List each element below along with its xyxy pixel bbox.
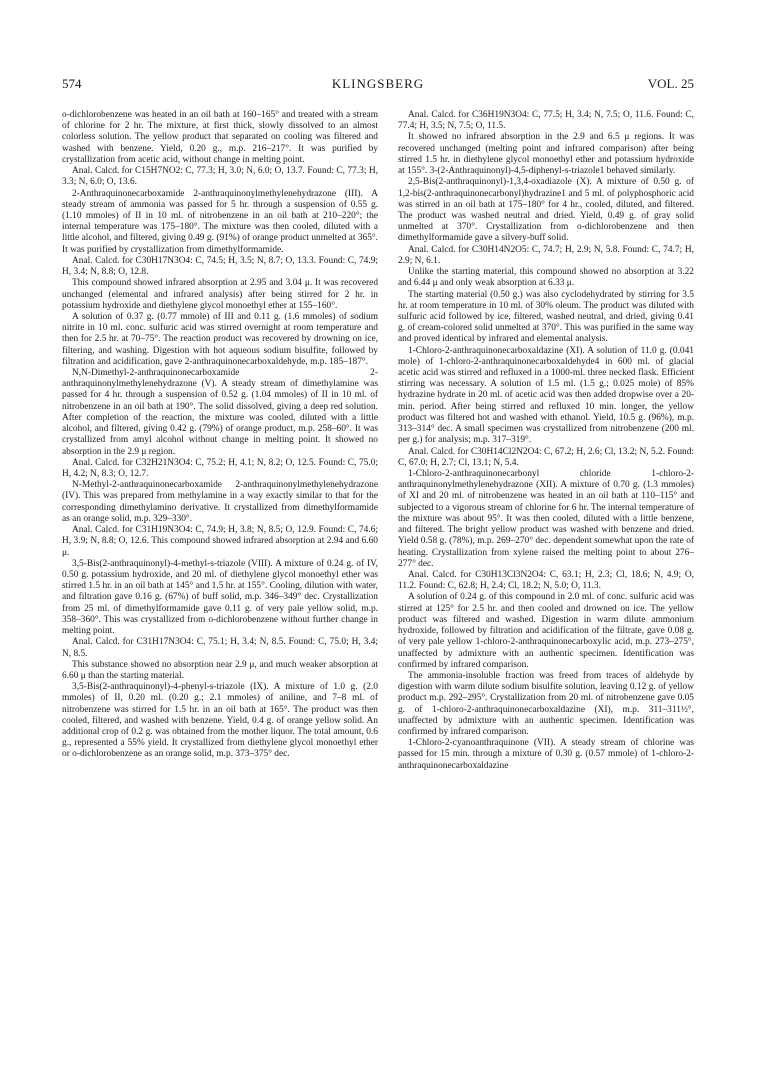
paragraph: It showed no infrared absorption in the 2.9 and 6.5 μ regions. It was recovered unchanged (melting point and infrared comparison) after being stirred 1.5 hr. in diethylene glycol monoethyl ether and potassium hydroxide at 155°. 3-(2-Anthraquinonyl)-4,5-diphenyl-s-triazole1 behaved similarly. [398, 132, 694, 177]
paragraph: This substance showed no absorption near 2.9 μ, and much weaker absorption at 6.60 μ than the starting material. [62, 659, 378, 681]
paragraph: Anal. Calcd. for C32H21N3O4: C, 75.2; H, 4.1; N, 8.2; O, 12.5. Found: C, 75.0; H, 4.2; N, 8.3; O, 12.7. [62, 457, 378, 479]
paragraph: Anal. Calcd. for C31H19N3O4: C, 74.9; H, 3.8; N, 8.5; O, 12.9. Found: C, 74.6; H, 3.9; N, 8.8; O, 12.6. This compound showed infrared absorption at 2.94 and 6.60 μ. [62, 525, 378, 558]
paragraph: 3,5-Bis(2-anthraquinonyl)-4-phenyl-s-triazole (IX). A mixture of 1.0 g. (2.0 mmoles) of II, 0.20 ml. (0.20 g.; 2.1 mmoles) of aniline, and 7–8 ml. of nitrobenzene was stirred for 1.5 hr. in an oil bath at 165°. The product was then cooled, filtered, and washed with benzene. Yield, 0.4 g. of orange yellow solid. An additional crop of 0.2 g. was obtained from the mother liquor. The total amount, 0.6 g., represented a 55% yield. It crystallized from diethylene glycol monoethyl ether or o-dichlorobenzene as an orange solid, m.p. 373–375° dec. [62, 682, 378, 760]
volume-label: VOL. 25 [647, 76, 694, 91]
paragraph: N,N-Dimethyl-2-anthraquinonecarboxamide 2-anthraquinonylmethylenehydrazone (V). A steady stream of dimethylamine was passed for 4 hr. through a suspension of 0.52 g. (1.04 mmoles) of II in 10 ml. of nitrobenzene in an oil bath at 190°. The solid dissolved, giving a deep red solution. After completion of the reaction, the mixture was cooled, diluted with a little alcohol, and filtered, giving 0.42 g. (79%) of orange product, m.p. 258–60°. It was crystallized from amyl alcohol without change in melting point. It showed no absorption in the 2.9 μ region. [62, 368, 378, 457]
paragraph: Anal. Calcd. for C30H13Cl3N2O4: C, 63.1; H, 2.3; Cl, 18.6; N, 4.9; O, 11.2. Found: C, 62.8; H, 2.4; Cl, 18.2; N, 5.0; O, 11.3. [398, 569, 694, 592]
paragraph: 1-Chloro-2-anthraquinonecarbonyl chloride 1-chloro-2-anthraquinonylmethylenehydrazone (XII). A mixture of 0.70 g. (1.3 mmoles) of XI and 20 ml. of nitrobenzene was heated in an oil bath at 110–115° and subjected to a vigorous stream of chlorine for 6 hr. The internal temperature of the mixture was about 95°. It was then cooled, diluted with a little benzene, and filtered. The bright yellow product was washed with benzene and dried. Yield 0.58 g. (78%), m.p. 269–270° dec. dependent somewhat upon the rate of heating. Crystallization from xylene raised the melting point to about 276–277° dec. [398, 469, 694, 569]
right-column [398, 110, 694, 1050]
paragraph: Anal. Calcd. for C30H17N3O4: C, 74.5; H, 3.5; N, 8.7; O, 13.3. Found: C, 74.9; H, 3.4; N, 8.8; O, 12.8. [62, 255, 378, 278]
paragraph: The ammonia-insoluble fraction was freed from traces of aldehyde by digestion with warm dilute sodium bisulfite solution, leaving 0.12 g. of yellow product m.p. 292–295°. Crystallization from 20 ml. of nitrobenzene gave 0.05 g. of 1-chloro-2-anthraquinonecarboxaldazine (XI), m.p. 311–311½°, unaffected by admixture with an authentic specimen. Identification was confirmed by infrared comparison. [398, 670, 694, 738]
paragraph: 1-Chloro-2-cyanoanthraquinone (VII). A steady stream of chlorine was passed for 15 min. through a mixture of 0.30 g. (0.57 mmole) of 1-chloro-2-anthraquinonecarboxaldazine [398, 738, 694, 771]
paragraph: A solution of 0.37 g. (0.77 mmole) of III and 0.11 g. (1.6 mmoles) of sodium nitrite in 10 ml. conc. sulfuric acid was stirred overnight at room temperature and then for 2.5 hr. at 70–75°. The reaction product was recovered by drowning on ice, filtering, and washing. Digestion with hot aqueous sodium bisulfite, followed by filtration and acidification, gave 2-anthraquinonecarboxaldehyde, m.p. 185–187°. [62, 311, 378, 367]
paragraph: Unlike the starting material, this compound showed no absorption at 3.22 and 6.44 μ and only weak absorption at 6.33 μ. [398, 267, 694, 289]
running-header [62, 76, 694, 94]
paragraph: 3,5-Bis(2-anthraquinonyl)-4-methyl-s-triazole (VIII). A mixture of 0.24 g. of IV, 0.50 g. potassium hydroxide, and 20 ml. of diethylene glycol monoethyl ether was stirred 1.5 hr. in an oil bath at 145° and 1.5 hr. at 155°. Cooling, dilution with water, and filtration gave 0.16 g. (67%) of buff solid, m.p. 346–349° dec. Crystallization from 25 ml. of dimethylformamide gave 0.11 g. of very pale yellow solid, m.p. 358–360°. This was crystallized from o-dichlorobenzene without further change in melting point. [62, 558, 378, 637]
paragraph: Anal. Calcd. for C30H14Cl2N2O4: C, 67.2; H, 2.6; Cl, 13.2; N, 5.2. Found: C, 67.0; H, 2.7; Cl, 13.1; N, 5.4. [398, 446, 694, 468]
paragraph: N-Methyl-2-anthraquinonecarboxamide 2-anthraquinonylmethylenehydrazone (IV). This was prepared from methylamine in a way exactly similar to that for the corresponding dimethylamino derivative. It crystallized from dimethylformamide as an orange solid, m.p. 329–330°. [62, 480, 378, 524]
paragraph: Anal. Calcd. for C31H17N3O4: C, 75.1; H, 3.4; N, 8.5. Found: C, 75.0; H, 3.4; N, 8.5. [62, 637, 378, 659]
page-number: 574 [62, 76, 82, 91]
paragraph: 2-Anthraquinonecarboxamide 2-anthraquinonylmethylenehydrazone (III). A steady stream of ammonia was passed for 5 hr. through a suspension of 0.55 g. (1.10 mmoles) of II in 10 ml. of nitrobenzene in an oil bath at 210–220°; the internal temperature was 175–180°. The mixture was then cooled, diluted with a little alcohol, and filtered, giving 0.49 g. (91%) of orange product unmelted at 365°. It was purified by crystallization from dimethylformamide. [62, 188, 378, 255]
paragraph: o-dichlorobenzene was heated in an oil bath at 160–165° and treated with a stream of chlorine for 2 hr. The mixture, at first thick, slowly dissolved to an almost colorless solution. The yellow product that separated on cooling was filtered and washed with benzene. Yield, 0.20 g., m.p. 216–217°. It was purified by crystallization from acetic acid, without change in melting point. [62, 110, 378, 165]
running-title: KLINGSBERG [331, 76, 425, 91]
paragraph: Anal. Calcd. for C36H19N3O4: C, 77.5; H, 3.4; N, 7.5; O, 11.6. Found: C, 77.4; H, 3.5; N, 7.5; O, 11.5. [398, 110, 694, 132]
paragraph: Anal. Calcd. for C30H14N2O5: C, 74.7; H, 2.9; N, 5.8. Found: C, 74.7; H, 2.9; N, 6.1. [398, 244, 694, 266]
paragraph: 2,5-Bis(2-anthraquinonyl)-1,3,4-oxadiazole (X). A mixture of 0.50 g. of 1,2-bis(2-anthraquinonecarbonyl)hydrazine1 and 5 ml. of polyphosphoric acid was stirred in an oil bath at 175–180° for 4 hr., cooled, diluted, and filtered. The product was washed neutral and dried. Yield, 0.49 g. of gray solid unmelted at 370°. Crystallization from o-dichlorobenzene and then dimethylformamide gave a silvery-buff solid. [398, 177, 694, 244]
paragraph: The starting material (0.50 g.) was also cyclodehydrated by stirring for 3.5 hr. at room temperature in 10 ml. of 30% oleum. The product was diluted with sulfuric acid followed by ice, filtered, washed neutral, and dried, giving 0.41 g. of cream-colored solid unmelted at 370°. This was purified in the same way and proved identical by infrared and elemental analysis. [398, 289, 694, 345]
paragraph: Anal. Calcd. for C15H7NO2: C, 77.3; H, 3.0; N, 6.0; O, 13.7. Found: C, 77.3; H, 3.3; N, 6.0; O, 13.6. [62, 166, 378, 188]
paragraph: 1-Chloro-2-anthraquinonecarboxaldazine (XI). A solution of 11.0 g. (0.041 mole) of 1-chloro-2-anthraquinonecarboxaldehyde4 in 600 ml. of glacial acetic acid was stirred and refluxed in a 1000-ml. three necked flask. Efficient stirring was necessary. A solution of 1.5 ml. (1.5 g.; 0.025 mole) of 85% hydrazine hydrate in 20 ml. of acetic acid was then added dropwise over a 20-min. period. After being stirred and refluxed 10 min. longer, the yellow product was filtered hot and washed with ethanol. Yield, 10.5 g. (96%), m.p. 313–314° dec. A small specimen was crystallized from nitrobenzene (200 ml. per g.) for analysis; m.p. 317–319°. [398, 345, 694, 446]
paragraph: This compound showed infrared absorption at 2.95 and 3.04 μ. It was recovered unchanged (elemental and infrared analysis) after being stirred for 2 hr. in potassium hydroxide and diethylene glycol monoethyl ether at 155–160°. [62, 278, 378, 311]
left-column [62, 110, 378, 1050]
paragraph: A solution of 0.24 g. of this compound in 2.0 ml. of conc. sulfuric acid was stirred at 125° for 2.5 hr. and then cooled and drowned on ice. The yellow product was filtered and washed. Digestion in warm dilute ammonium hydroxide, followed by filtration and acidification of the filtrate, gave 0.08 g. of very pale yellow 1-chloro-2-anthraquinonecarboxylic acid, m.p. 273–275°, unaffected by admixture with an authentic specimen. Identification was confirmed by infrared comparison. [398, 592, 694, 670]
